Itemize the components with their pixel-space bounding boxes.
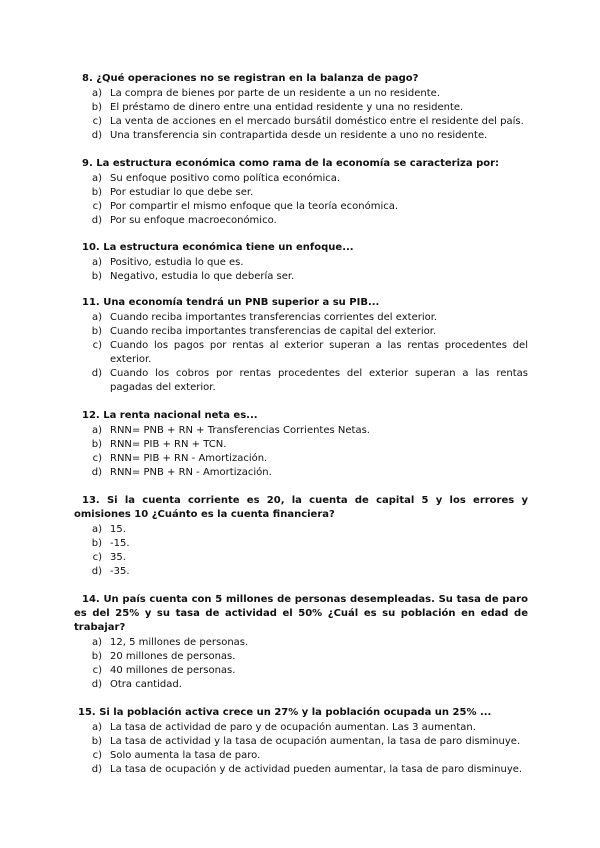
question-9 [74,157,528,228]
option-a [74,523,528,537]
option-label: a) [91,524,102,535]
option-text: 35. [110,552,126,563]
option-label: a) [91,637,102,648]
option-b [74,325,528,339]
question-14 [74,593,528,692]
option-text: La venta de acciones en el mercado bursátil doméstico entre el residente del país. [110,116,524,127]
option-text: 15. [110,524,126,535]
option-label: b) [91,439,102,450]
option-text: Por estudiar lo que debe ser. [110,187,254,198]
option-text: 12, 5 millones de personas. [110,637,249,648]
option-d [74,129,528,143]
option-text: La tasa de ocupación y de actividad pueden aumentar, la tasa de paro disminuye. [110,764,523,775]
question-13 [74,494,528,579]
option-a [74,172,528,186]
option-c [74,749,528,763]
option-a [74,311,528,325]
option-label: d) [91,467,102,478]
option-b [74,735,528,749]
question-title: 13. Si la cuenta corriente es 20, la cuenta de capital 5 y los errores y omisiones 10 ¿Cuánto es la cuenta financiera? [74,495,528,520]
option-a [74,424,528,438]
question-12 [74,409,528,480]
option-text: Una transferencia sin contrapartida desde un residente a uno no residente. [110,130,488,141]
option-text: Cuando los pagos por rentas al exterior superan a las rentas procedentes del exterior. [110,340,528,365]
option-b [74,101,528,115]
option-label: c) [92,453,102,464]
option-label: d) [91,566,102,577]
option-label: c) [92,552,102,563]
option-label: c) [92,340,102,351]
question-8 [74,72,528,143]
option-c [74,452,528,466]
option-b [74,650,528,664]
question-15 [74,706,528,777]
option-label: c) [92,201,102,212]
option-text: El préstamo de dinero entre una entidad residente y una no residente. [110,102,464,113]
question-title: 8. ¿Qué operaciones no se registran en la balanza de pago? [82,73,419,84]
question-title: 10. La estructura económica tiene un enfoque... [82,242,354,253]
option-label: b) [91,538,102,549]
option-c [74,664,528,678]
option-b [74,537,528,551]
option-label: b) [91,102,102,113]
option-c [74,200,528,214]
question-title: 9. La estructura económica como rama de la economía se caracteriza por: [82,158,500,169]
option-label: d) [91,764,102,775]
option-d [74,367,528,395]
option-text: Por su enfoque macroeconómico. [110,215,277,226]
question-title: 15. Si la población activa crece un 27% y la población ocupada un 25% ... [78,707,492,718]
option-text: Solo aumenta la tasa de paro. [110,750,261,761]
option-d [74,466,528,480]
option-label: b) [91,651,102,662]
option-label: b) [91,326,102,337]
question-11 [74,296,528,395]
option-label: a) [91,173,102,184]
option-label: c) [92,116,102,127]
option-text: La compra de bienes por parte de un residente a un no residente. [110,88,441,99]
option-label: d) [91,215,102,226]
question-title: 14. Un país cuenta con 5 millones de personas desempleadas. Su tasa de paro es del 25% y su tasa de actividad el 50% ¿Cuál es su población en edad de trabajar? [74,594,528,633]
option-d [74,678,528,692]
option-label: c) [92,665,102,676]
option-label: a) [91,312,102,323]
option-b [74,438,528,452]
question-title: 12. La renta nacional neta es... [82,410,258,421]
option-c [74,551,528,565]
option-label: b) [91,736,102,747]
option-text: 40 millones de personas. [110,665,236,676]
option-c [74,339,528,367]
option-b [74,186,528,200]
option-label: d) [91,679,102,690]
option-text: Positivo, estudia lo que es. [110,257,244,268]
option-text: RNN= PNB + RN + Transferencias Corrientes Netas. [110,425,370,436]
option-text: RNN= PIB + RN + TCN. [110,439,227,450]
option-label: b) [91,187,102,198]
option-a [74,721,528,735]
question-10 [74,241,528,284]
option-text: -15. [110,538,130,549]
option-text: RNN= PIB + RN - Amortización. [110,453,268,464]
option-a [74,256,528,270]
option-text: Por compartir el mismo enfoque que la teoría económica. [110,201,399,212]
option-text: Negativo, estudia lo que debería ser. [110,271,295,282]
option-label: d) [91,130,102,141]
option-label: d) [91,368,102,379]
option-text: La tasa de actividad de paro y de ocupación aumentan. Las 3 aumentan. [110,722,476,733]
question-title: 11. Una economía tendrá un PNB superior a su PIB... [82,297,380,308]
option-d [74,214,528,228]
option-text: 20 millones de personas. [110,651,236,662]
option-a [74,87,528,101]
option-text: La tasa de actividad y la tasa de ocupación aumentan, la tasa de paro disminuye. [110,736,521,747]
option-text: Cuando reciba importantes transferencias corrientes del exterior. [110,312,438,323]
option-d [74,763,528,777]
option-label: a) [91,722,102,733]
option-d [74,565,528,579]
option-label: a) [91,88,102,99]
option-text: RNN= PNB + RN - Amortización. [110,467,272,478]
option-text: -35. [110,566,130,577]
option-text: Su enfoque positivo como política económica. [110,173,341,184]
option-text: Cuando los cobros por rentas procedentes del exterior superan a las rentas pagadas del exterior. [110,368,528,393]
option-label: b) [91,271,102,282]
option-label: c) [92,750,102,761]
option-b [74,270,528,284]
option-label: a) [91,425,102,436]
option-label: a) [91,257,102,268]
option-text: Otra cantidad. [110,679,182,690]
option-a [74,636,528,650]
option-text: Cuando reciba importantes transferencias de capital del exterior. [110,326,437,337]
option-c [74,115,528,129]
